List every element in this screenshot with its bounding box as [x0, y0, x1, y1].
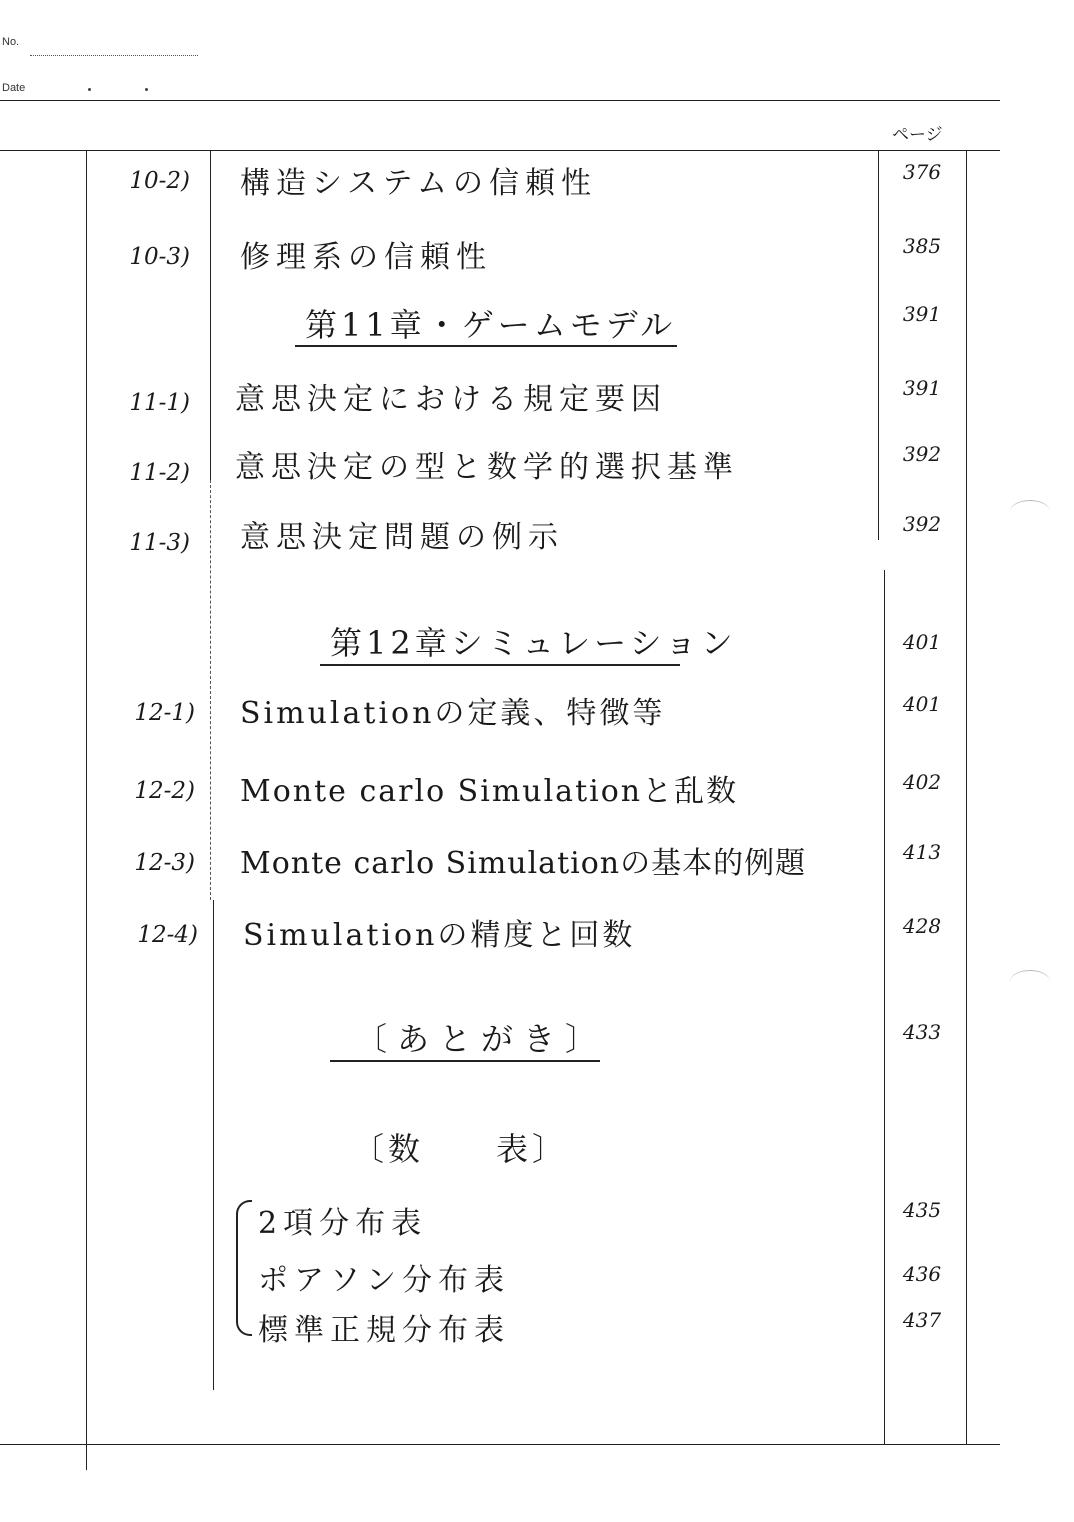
page-number: 402	[902, 770, 942, 794]
num-column-line-lower	[213, 900, 214, 1390]
section-number: 11-1)	[129, 390, 190, 416]
page-column-right-line	[966, 150, 967, 1445]
section-title: 標準正規分布表	[258, 1313, 510, 1348]
page-number: 428	[902, 914, 942, 938]
no-label: No.	[2, 36, 20, 48]
chapter-title: 〔数 表〕	[352, 1130, 569, 1168]
section-title: 2項分布表	[258, 1206, 428, 1241]
page-number: 391	[902, 376, 942, 400]
date-dot	[145, 88, 148, 91]
page-number: 391	[902, 302, 942, 326]
no-dotted-line	[30, 55, 198, 56]
punch-hole-mark	[1010, 970, 1050, 993]
num-column-line	[210, 150, 211, 480]
section-number: 10-3)	[129, 244, 190, 270]
section-number: 12-3)	[134, 850, 195, 876]
page-number: 401	[902, 692, 942, 716]
page-number: 435	[902, 1198, 942, 1222]
left-margin-line	[86, 150, 87, 1470]
page-number: 401	[902, 630, 942, 654]
chapter-title: 〔あとがき〕	[355, 1020, 608, 1058]
section-number: 12-1)	[134, 700, 195, 726]
section-number: 10-2)	[129, 168, 190, 194]
section-title: Monte carlo Simulationの基本的例題	[240, 846, 807, 881]
section-number: 11-2)	[129, 460, 190, 486]
page-column-left-line	[878, 150, 879, 540]
date-dot	[88, 88, 91, 91]
chapter-underline	[330, 1060, 600, 1062]
section-title: Simulationの精度と回数	[243, 918, 636, 953]
section-title: Simulationの定義、特徴等	[240, 696, 666, 731]
section-title: 構造システムの信頼性	[240, 166, 597, 201]
num-column-line-dashed	[210, 480, 211, 900]
table-top-rule	[0, 150, 1000, 151]
punch-hole-mark	[1010, 500, 1050, 523]
page-number: 385	[902, 234, 942, 258]
header-rule	[0, 100, 1000, 101]
brace-bracket	[236, 1200, 252, 1336]
section-number: 12-2)	[134, 778, 195, 804]
section-title: ポアソン分布表	[258, 1263, 510, 1298]
section-title: 意思決定の型と数学的選択基準	[235, 450, 739, 485]
page-number: 392	[902, 442, 942, 466]
section-title: 修理系の信頼性	[240, 240, 492, 275]
chapter-title: 第11章・ゲームモデル	[305, 306, 677, 344]
page-number: 392	[902, 512, 942, 536]
page-number: 437	[902, 1308, 942, 1332]
section-title: 意思決定における規定要因	[235, 382, 667, 417]
page-column-header: ページ	[892, 125, 943, 145]
page-number: 376	[902, 160, 942, 184]
section-number: 11-3)	[129, 530, 190, 556]
chapter-underline	[320, 664, 680, 666]
chapter-underline	[295, 345, 677, 347]
section-title: Monte carlo Simulationと乱数	[240, 774, 739, 809]
section-title: 意思決定問題の例示	[240, 520, 564, 555]
page-number: 413	[902, 840, 942, 864]
page-number: 436	[902, 1262, 942, 1286]
chapter-title: 第12章シミュレーション	[330, 624, 737, 662]
date-label: Date	[2, 82, 26, 94]
table-bottom-rule	[0, 1444, 1000, 1445]
page-number: 433	[902, 1020, 942, 1044]
section-number: 12-4)	[137, 922, 198, 948]
page-column-left-line-lower	[884, 570, 885, 1445]
